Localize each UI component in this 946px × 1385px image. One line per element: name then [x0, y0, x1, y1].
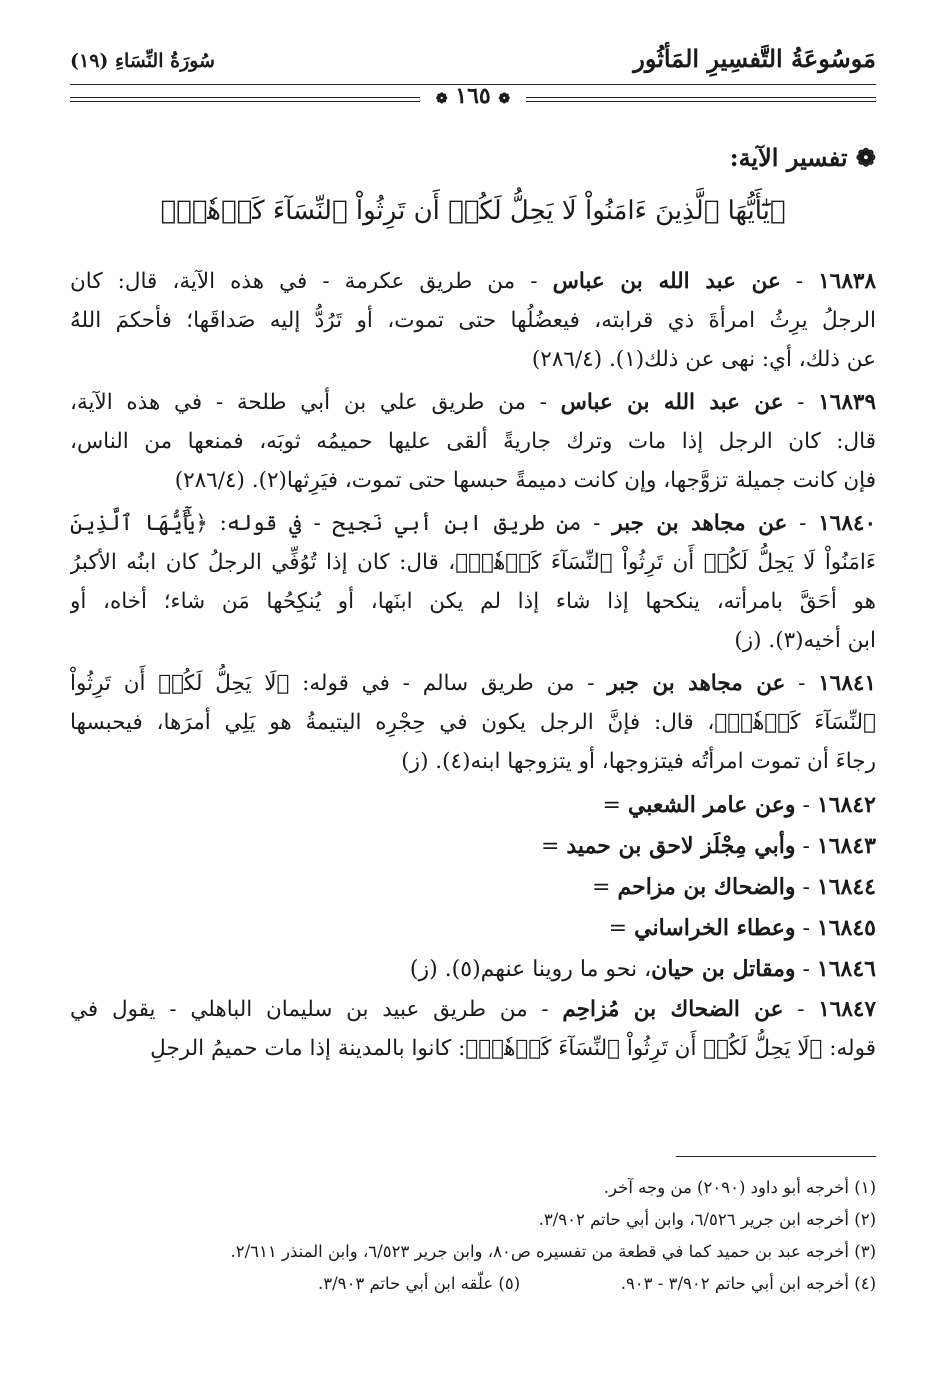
- narrator-name: والضحاك بن مزاحم: [617, 874, 796, 900]
- text-line: [70, 422, 876, 461]
- entry-text: - من طريق سالم - في قوله: ﴿لَا يَحِلُّ لَكُمۡ أَن تَرِثُواْ: [70, 671, 608, 696]
- narration-entry: [70, 990, 876, 1068]
- narrator-name: عن مجاهد بن جبر: [607, 671, 786, 696]
- narration-entry: ١٦٨٤٣ - وأبي مِجْلَز لاحق بن حميد =: [540, 833, 876, 859]
- entry-text: عن ذلك، أي: نهى عن ذلك(١). (٢٨٦/٤): [531, 347, 876, 372]
- page-number-row: [70, 83, 876, 113]
- entry-number: ١٦٨٤٧: [818, 997, 876, 1022]
- footnote-5: (٥) علّقه ابن أبي حاتم ٣/٩٠٣.: [317, 1274, 521, 1293]
- entry-text: - من طريق علي بن أبي طلحة - في هذه الآية،: [70, 390, 561, 415]
- text-line: [70, 742, 876, 781]
- footnote-3: (٣) أخرجه عبد بن حميد كما في قطعة من تفسيره ص٨٠، وابن جرير ٦/٥٢٣، وابن المنذر ٢/٦١١.: [230, 1242, 876, 1261]
- ornament-rule-right-2: [526, 101, 876, 102]
- entry-text: قوله: ﴿لَا يَحِلُّ لَكُمۡ أَن تَرِثُواْ ٱلنِّسَآءَ كَرۡهٗاۖ﴾: كانوا بالمدينة إذا مات حميمُ الرجلِ: [150, 1036, 876, 1061]
- footnote-separator: [676, 1156, 876, 1157]
- text-line: [70, 621, 876, 660]
- ornament-icon: ❁: [435, 91, 448, 107]
- entry-text: ءَامَنُواْ لَا يَحِلُّ لَكُمۡ أَن تَرِثُواْ ٱلنِّسَآءَ كَرۡهٗاۖ﴾، قال: كان إذا تُوُفِّي الرجلُ كان ابنُه الأكبرُ: [70, 550, 876, 575]
- text-line: [70, 301, 876, 340]
- entry-text: ، نحو ما روينا عنهم(٥). (ز): [409, 957, 652, 982]
- narrator-name: وأبي مِجْلَز لاحق بن حميد: [566, 833, 796, 859]
- entry-number: ١٦٨٤٦: [816, 956, 876, 982]
- entry-text: فإن كانت جميلة تزوَّجها، وإن كانت دميمةً حبسها حتى تموت، فيَرِثها(٢). (٢٨٦/٤): [174, 468, 876, 493]
- text-line: [70, 703, 876, 742]
- narrator-name: وعن عامر الشعبي: [627, 792, 796, 818]
- entry-number: ١٦٨٤١: [818, 671, 876, 696]
- footnote-2: (٢) أخرجه ابن جرير ٦/٥٢٦، وابن أبي حاتم ٣/٩٠٢.: [538, 1210, 876, 1229]
- entry-number: ١٦٨٤٣: [816, 833, 876, 859]
- text-line: [70, 543, 876, 582]
- text-line: [70, 340, 876, 379]
- footnote-row: [70, 1268, 876, 1300]
- text-line: ١٦٨٣٨ - عن عبد الله بن عباس - من طريق عكرمة - في هذه الآية، قال: كان: [70, 269, 876, 294]
- ornament-rule-left-2: [70, 101, 420, 102]
- narration-entry: [70, 504, 876, 660]
- entry-text: =: [602, 793, 628, 818]
- narration-entry: [70, 262, 876, 379]
- narrator-name: عن مجاهد بن جبر: [612, 511, 788, 536]
- entry-text: ابن أخيه(٣). (ز): [734, 628, 876, 653]
- narrator-name: وعطاء الخراساني: [634, 915, 796, 941]
- page-number-block: [420, 83, 526, 109]
- entry-text: الرجلُ يرِثُ امرأةَ ذي قرابته، فيعضُلُها حتى تموت، أو تَرُدُّ إليه صَداقَها؛ فأحكمَ اللهُ: [70, 308, 876, 333]
- entry-text: قال: كان الرجل إذا مات وترك جاريةً ألقى عليها حميمُه ثوبَه، فمنعها من الناس،: [70, 429, 876, 454]
- narration-entry: ١٦٨٤٤ - والضحاك بن مزاحم =: [592, 874, 876, 900]
- text-line: ١٦٨٣٩ - عن عبد الله بن عباس - من طريق علي بن أبي طلحة - في هذه الآية،: [70, 390, 876, 415]
- entry-text: رجاءَ أن تموت امرأتُه فيتزوجها، أو يتزوجها ابنه(٤). (ز): [401, 749, 876, 774]
- text-line: ١٦٨٤٧ - عن الضحاك بن مُزاحِم - من طريق عبيد بن سليمان الباهلي - يقول في: [70, 997, 876, 1022]
- ayah-quote: ﴿يَٰٓأَيُّهَا ٱلَّذِينَ ءَامَنُواْ لَا يَحِلُّ لَكُمۡ أَن تَرِثُواْ ٱلنِّسَآءَ كَرۡهٗاۖ﴾: [160, 196, 786, 226]
- entry-text: =: [592, 875, 618, 900]
- footnote-1: (١) أخرجه أبو داود (٢٠٩٠) من وجه آخر.: [603, 1178, 876, 1197]
- page-number: ١٦٥: [455, 83, 491, 109]
- book-title: مَوسُوعَةُ التَّفسِيرِ المَأثُور: [633, 44, 876, 73]
- main-text: [70, 262, 876, 1072]
- entry-number: ١٦٨٤٤: [816, 874, 876, 900]
- entry-text: ٱلنِّسَآءَ كَرۡهٗاۖ﴾، قال: فإنَّ الرجل يكون في حِجْرِه اليتيمةُ هو يَلِي أمرَها، فيحبسها: [70, 710, 876, 735]
- entry-number: ١٦٨٤٠: [818, 511, 876, 536]
- narration-entry: ١٦٨٤٥ - وعطاء الخراساني =: [608, 915, 876, 941]
- footnote-4: (٤) أخرجه ابن أبي حاتم ٣/٩٠٢ - ٩٠٣.: [620, 1274, 876, 1293]
- footnotes: [70, 1172, 876, 1300]
- running-header: [70, 44, 876, 84]
- text-line: [70, 582, 876, 621]
- narration-entry: ١٦٨٤٢ - وعن عامر الشعبي =: [602, 792, 876, 818]
- entry-text: - من طريق ابن أبي نَجيح - في قوله: ﴿يَٰٓأَيُّهَا ٱلَّذِينَ: [70, 511, 613, 536]
- entry-text: هو أحَقَّ بامرأته، ينكحها إذا شاء إذا لم يكن ابنَها، أو يُنكِحُها مَن شاء؛ أخاه، أو: [70, 589, 876, 614]
- text-line: [70, 461, 876, 500]
- entry-text: =: [608, 916, 635, 941]
- text-line: ١٦٨٤١ - عن مجاهد بن جبر - من طريق سالم - في قوله: ﴿لَا يَحِلُّ لَكُمۡ أَن تَرِثُواْ: [70, 671, 876, 696]
- narrator-name: عن الضحاك بن مُزاحِم: [562, 997, 784, 1022]
- narrator-name: ومقاتل بن حيان: [651, 956, 796, 982]
- entry-text: =: [540, 834, 567, 859]
- ornament-rule-right: [526, 97, 876, 98]
- text-line: ١٦٨٤٠ - عن مجاهد بن جبر - من طريق ابن أبي نَجيح - في قوله: ﴿يَٰٓأَيُّهَا ٱلَّذِينَ: [70, 511, 876, 536]
- entry-number: ١٦٨٣٨: [818, 269, 876, 294]
- text-line: [70, 1029, 876, 1068]
- section-heading: ❁ تفسير الآية:: [729, 143, 876, 172]
- narrator-name: عن عبد الله بن عباس: [552, 269, 781, 294]
- narration-entry: [70, 664, 876, 781]
- narrator-name: عن عبد الله بن عباس: [560, 390, 784, 415]
- entry-number: ١٦٨٣٩: [818, 390, 876, 415]
- entry-number: ١٦٨٤٥: [816, 915, 876, 941]
- ornament-rule-left: [70, 97, 420, 98]
- entry-number: ١٦٨٤٢: [816, 792, 876, 818]
- entry-text: - من طريق عبيد بن سليمان الباهلي - يقول في: [70, 997, 563, 1022]
- narration-entry: [70, 383, 876, 500]
- ornament-icon: ❁: [498, 91, 511, 107]
- entry-text: - من طريق عكرمة - في هذه الآية، قال: كان: [70, 269, 553, 294]
- narration-entry: ١٦٨٤٦ - ومقاتل بن حيان، نحو ما روينا عنهم(٥). (ز): [409, 956, 876, 982]
- surah-label: سُورَةُ النِّسَاءِ (١٩): [70, 50, 215, 72]
